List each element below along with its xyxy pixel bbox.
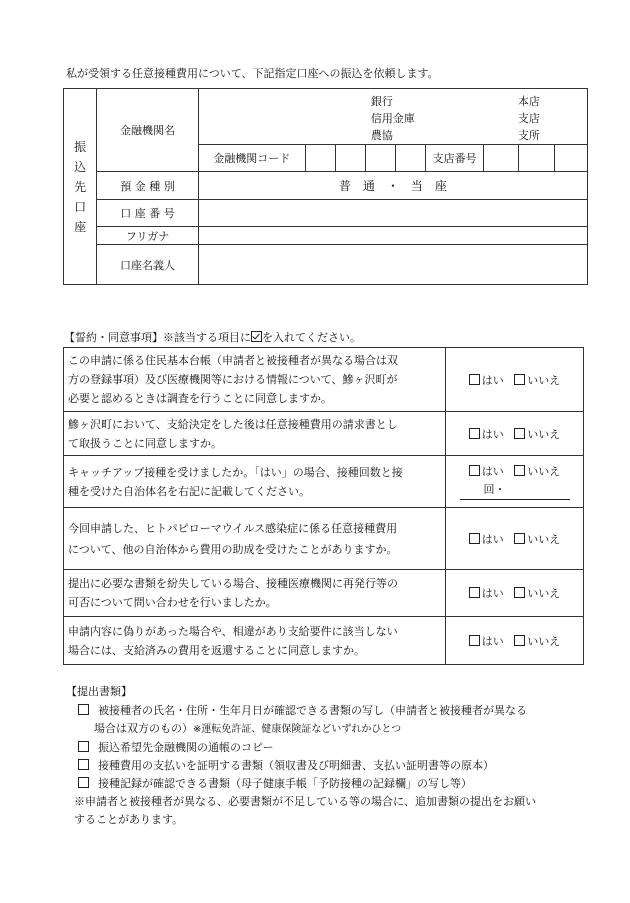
id-note: ※運転免許証、健康保険証などいずれかひとつ [193,724,402,735]
checkbox-icon[interactable] [514,635,525,646]
bank-name-field[interactable] [198,89,587,145]
no-option[interactable]: いいえ [514,465,560,478]
checkbox-icon[interactable] [514,374,525,385]
checkbox-icon[interactable] [469,428,480,439]
account-table [63,88,588,285]
document-item: 接種費用の支払いを証明する書類（領収書及び明細書、支払い証明書等の原本） [78,757,536,775]
checkbox-icon[interactable] [78,704,89,715]
no-option[interactable]: いいえ [514,635,560,648]
yes-option[interactable]: はい [469,635,504,648]
bank-type-nokyo: 農協 [370,129,393,142]
intro-text: 私が受領する任意接種費用について、下記指定口座への振込を依頼します。 [66,67,439,80]
checkbox-icon[interactable] [78,777,89,788]
document-item: 振込希望先金融機関の通帳のコピー [78,739,536,757]
bank-code-digit[interactable] [305,145,335,172]
consent-answer [446,617,584,665]
bank-code-digit[interactable] [365,145,395,172]
consent-answer [446,570,584,617]
checkbox-icon[interactable] [514,533,525,544]
consent-question: この申請に係る住民基本台帳（申請者と被接種者が異なる場合は双 方の登録事項）及び医療機関等における情報について、鰺ヶ沢町が 必要と認めるときは調査を行うことに同意しますか。 [64,348,446,412]
checkbox-icon[interactable] [469,533,480,544]
bank-type-shinkin: 信用金庫 [370,112,415,125]
account-holder-label: 口座名義人 [97,245,199,285]
document-item: 被接種者の氏名・住所・生年月日が確認できる書類の写し（申請者と被接種者が異なる [78,702,536,720]
checkbox-icon[interactable] [78,759,89,770]
yes-option[interactable]: はい [469,428,504,441]
consent-question: 鰺ヶ沢町において、支給決定をした後は任意接種費用の請求書とし て取扱うことに同意しますか。 [64,412,446,456]
branch-type-main: 本店 [517,95,540,108]
document-item: 接種記録が確認できる書類（母子健康手帳「予防接種の記録欄」の写し等） [78,775,536,793]
consent-answer [446,348,584,412]
branch-code-digit[interactable] [554,145,587,172]
yes-option[interactable]: はい [469,465,504,478]
checkbox-icon[interactable] [469,374,480,385]
deposit-type-label: 預 金 種 別 [97,172,199,200]
consent-heading: 【誓約・同意事項】※該当する項目に を入れてください。 [64,331,361,344]
no-option[interactable]: いいえ [514,374,560,387]
account-number-label: 口 座 番 号 [97,200,199,227]
no-option[interactable]: いいえ [514,587,560,600]
bank-type-bank: 銀行 [370,95,393,108]
bank-code-digit[interactable] [395,145,425,172]
checkbox-icon[interactable] [514,587,525,598]
documents-note: ※申請者と被接種者が異なる、必要書類が不足している等の場合に、追加書類の提出をお願い することがあります。 [74,795,536,826]
furigana-label: フリガナ [97,227,199,245]
vaccination-count-field[interactable]: 回・ [460,481,570,500]
branch-code-digit[interactable] [519,145,554,172]
checkbox-icon[interactable] [514,428,525,439]
consent-question: 今回申請した、ヒトパピローマウイルス感染症に係る任意接種費用 について、他の自治体から費用の助成を受けたことがありますか。 [64,508,446,570]
bank-code-digit[interactable] [335,145,365,172]
consent-question: 申請内容に偽りがあった場合や、相違があり支給要件に該当しない 場合には、支給済みの費用を返還することに同意しますか。 [64,617,446,665]
checkbox-icon[interactable] [469,635,480,646]
account-number-field[interactable] [198,200,587,227]
checkbox-checked-icon [251,331,262,342]
consent-table [63,347,584,665]
consent-question: 提出に必要な書類を紛失している場合、接種医療機関に再発行等の 可否について問い合わせを行いましたか。 [64,570,446,617]
documents-heading: 【提出書類】 [66,685,132,698]
deposit-type-value[interactable]: 普 通 ・ 当 座 [198,172,587,200]
documents-list [74,702,536,829]
branch-type-branch: 支店 [517,112,540,125]
checkbox-icon[interactable] [469,465,480,476]
bank-code-label: 金融機関コード [198,145,305,172]
yes-option[interactable]: はい [469,374,504,387]
document-item-continuation: 場合は双方のもの）※運転免許証、健康保険証などいずれかひとつ [94,722,402,735]
account-holder-field[interactable] [198,245,587,285]
consent-answer [446,412,584,456]
branch-code-digit[interactable] [484,145,519,172]
branch-type-sub: 支所 [517,129,540,142]
account-side-label: 振 込 先 口 座 [64,89,97,285]
consent-answer [446,456,584,508]
yes-option[interactable]: はい [469,533,504,546]
no-option[interactable]: いいえ [514,428,560,441]
bank-name-label: 金融機関名 [97,89,199,172]
checkbox-icon[interactable] [78,741,89,752]
consent-question: キャッチアップ接種を受けましたか。「はい」の場合、接種回数と接 種を受けた自治体名を右記に記載してください。 [64,456,446,508]
yes-option[interactable]: はい [469,587,504,600]
checkbox-icon[interactable] [469,587,480,598]
checkbox-icon[interactable] [514,465,525,476]
furigana-field[interactable] [198,227,587,245]
branch-code-label: 支店番号 [426,145,484,172]
no-option[interactable]: いいえ [514,533,560,546]
consent-answer [446,508,584,570]
